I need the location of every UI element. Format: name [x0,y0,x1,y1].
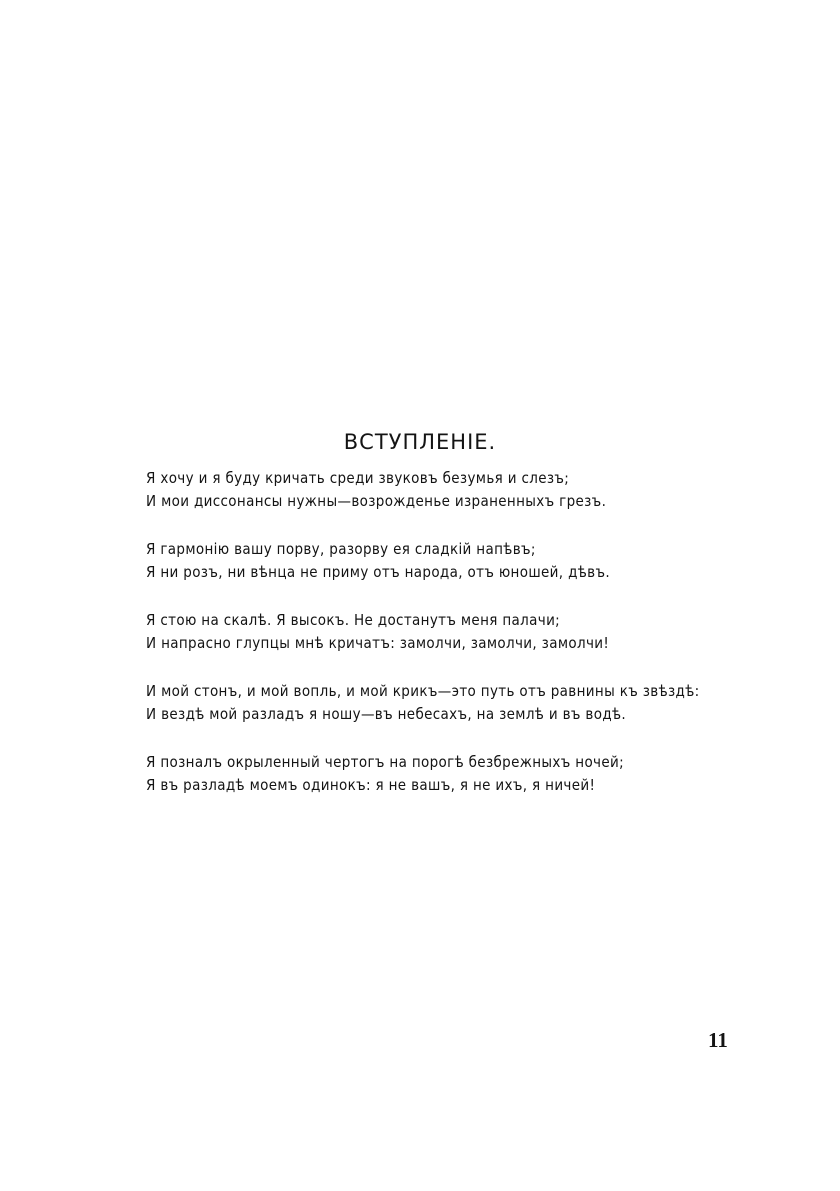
poem-body [146,467,786,822]
stanza-3 [146,609,786,655]
page-number: 11 [708,1028,728,1052]
stanza-2 [146,538,786,584]
poem-title: ВСТУПЛЕНІЕ. [343,430,497,454]
poem-line: Я хочу и я буду кричать среди звуковъ безумья и слезъ; [146,469,570,487]
stanza-1 [146,467,786,513]
poem-line: И мои диссонансы нужны—возрожденье израненныхъ грезъ. [146,492,607,510]
poem-line: Я позналъ окрыленный чертогъ на порогѣ безбрежныхъ ночей; [146,753,625,771]
poem-line: И напрасно глупцы мнѣ кричатъ: замолчи, замолчи, замолчи! [146,634,610,652]
stanza-4 [146,680,786,726]
poem-line: Я гармонію вашу порву, разорву ея сладкій напѣвъ; [146,540,536,558]
poem-line: И вездѣ мой разладъ я ношу—въ небесахъ, на землѣ и въ водѣ. [146,705,627,723]
stanza-5 [146,751,786,797]
poem-line: И мой стонъ, и мой вопль, и мой крикъ—это путь отъ равнины къ звѣздѣ: [146,682,700,700]
poem-line: Я стою на скалѣ. Я высокъ. Не достанутъ меня палачи; [146,611,561,629]
poem-line: Я въ разладѣ моемъ одинокъ: я не вашъ, я не ихъ, я ничей! [146,776,596,794]
poem-line: Я ни розъ, ни вѣнца не приму отъ народа, отъ юношей, дѣвъ. [146,563,610,581]
